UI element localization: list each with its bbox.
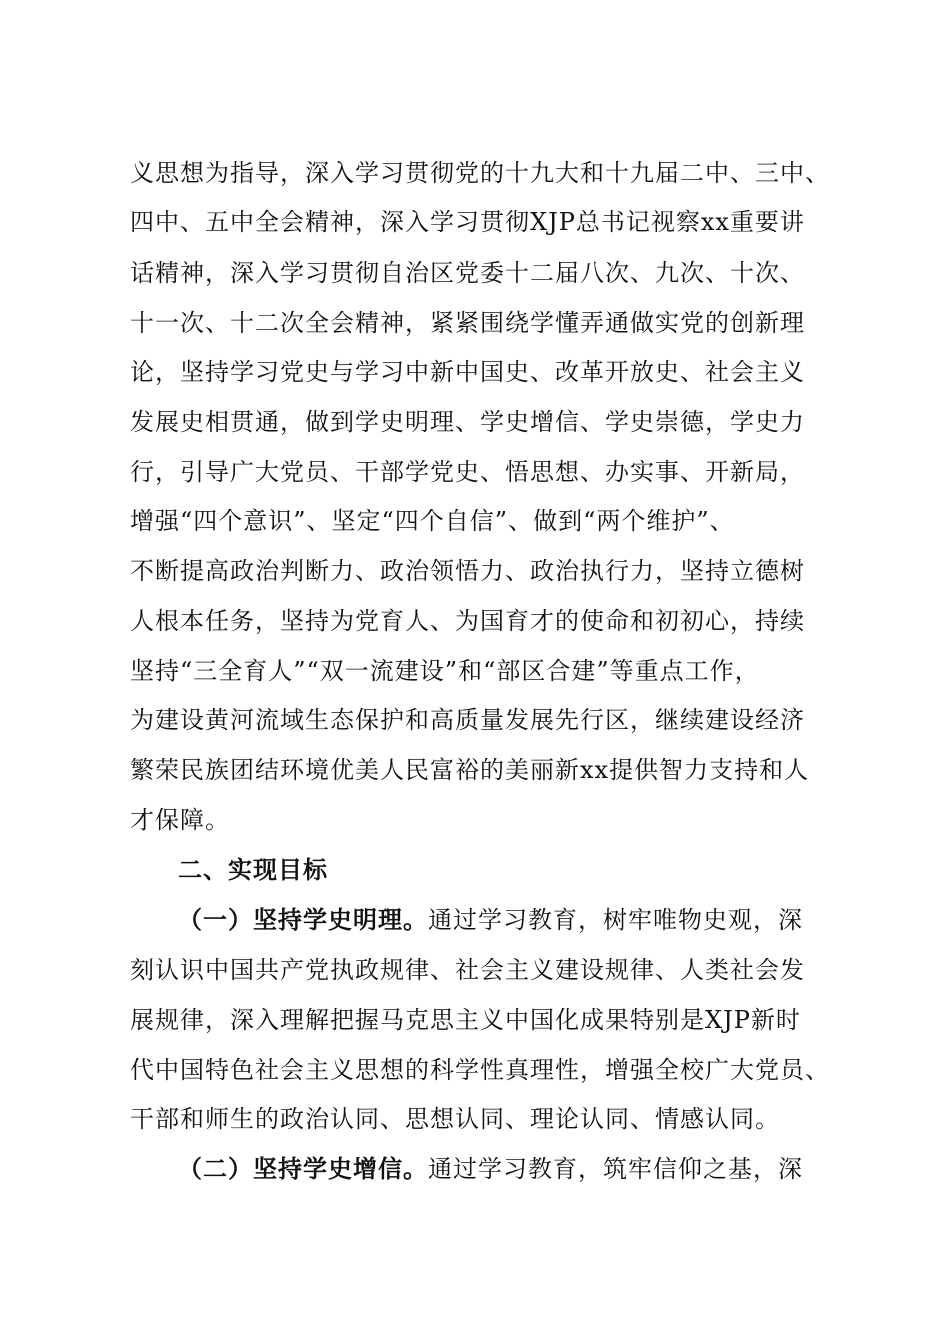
subsection-lead: （一）坚持学史明理。 xyxy=(178,906,428,934)
section-heading: 二、实现目标 xyxy=(178,856,328,884)
paragraph-line: 增强“四个意识”、坚定“四个自信”、做到“两个维护”、 xyxy=(130,507,735,535)
paragraph-line: 坚持“三全育人”“双一流建设”和“部区合建”等重点工作， xyxy=(130,657,760,685)
subsection-first-line xyxy=(178,1144,878,1194)
paragraph-line: 刻认识中国共产党执政规律、社会主义建设规律、人类社会发 xyxy=(130,956,805,984)
subsection-first-line xyxy=(178,895,878,945)
subsection-lead: （二）坚持学史增信。 xyxy=(178,1155,428,1183)
paragraph-line: 发展史相贯通，做到学史明理、学史增信、学史崇德，学史力 xyxy=(130,408,805,436)
paragraph-line: 论，坚持学习党史与学习中新中国史、改革开放史、社会主义 xyxy=(130,358,805,386)
paragraph-line: 话精神，深入学习贯彻自治区党委十二届八次、九次、十次、 xyxy=(130,259,805,287)
paragraph-line: 代中国特色社会主义思想的科学性真理性，增强全校广大党员、 xyxy=(130,1056,830,1084)
paragraph-line: 不断提高政治判断力、政治领悟力、政治执行力，坚持立德树 xyxy=(130,557,805,585)
paragraph-line: 行，引导广大党员、干部学党史、悟思想、办实事、开新局， xyxy=(130,458,805,486)
paragraph-line: 展规律，深入理解把握马克思主义中国化成果特别是XJP新时 xyxy=(130,1006,801,1034)
paragraph-line: 繁荣民族团结环境优美人民富裕的美丽新xx提供智力支持和人 xyxy=(130,756,810,784)
paragraph-line: 为建设黄河流域生态保护和高质量发展先行区，继续建设经济 xyxy=(130,706,805,734)
subsection-text: 通过学习教育，筑牢信仰之基，深 xyxy=(428,1155,803,1183)
subsection-text: 通过学习教育，树牢唯物史观，深 xyxy=(428,906,803,934)
paragraph-line: 义思想为指导，深入学习贯彻党的十九大和十九届二中、三中、 xyxy=(130,159,830,187)
paragraph-line: 十一次、十二次全会精神，紧紧围绕学懂弄通做实党的创新理 xyxy=(130,309,805,337)
paragraph-line: 四中、五中全会精神，深入学习贯彻XJP总书记视察xx重要讲 xyxy=(130,208,805,236)
paragraph-line: 才保障。 xyxy=(130,806,230,834)
paragraph-line: 干部和师生的政治认同、思想认同、理论认同、情感认同。 xyxy=(130,1105,780,1133)
paragraph-line: 人根本任务，坚持为党育人、为国育才的使命和初初心，持续 xyxy=(130,607,805,635)
